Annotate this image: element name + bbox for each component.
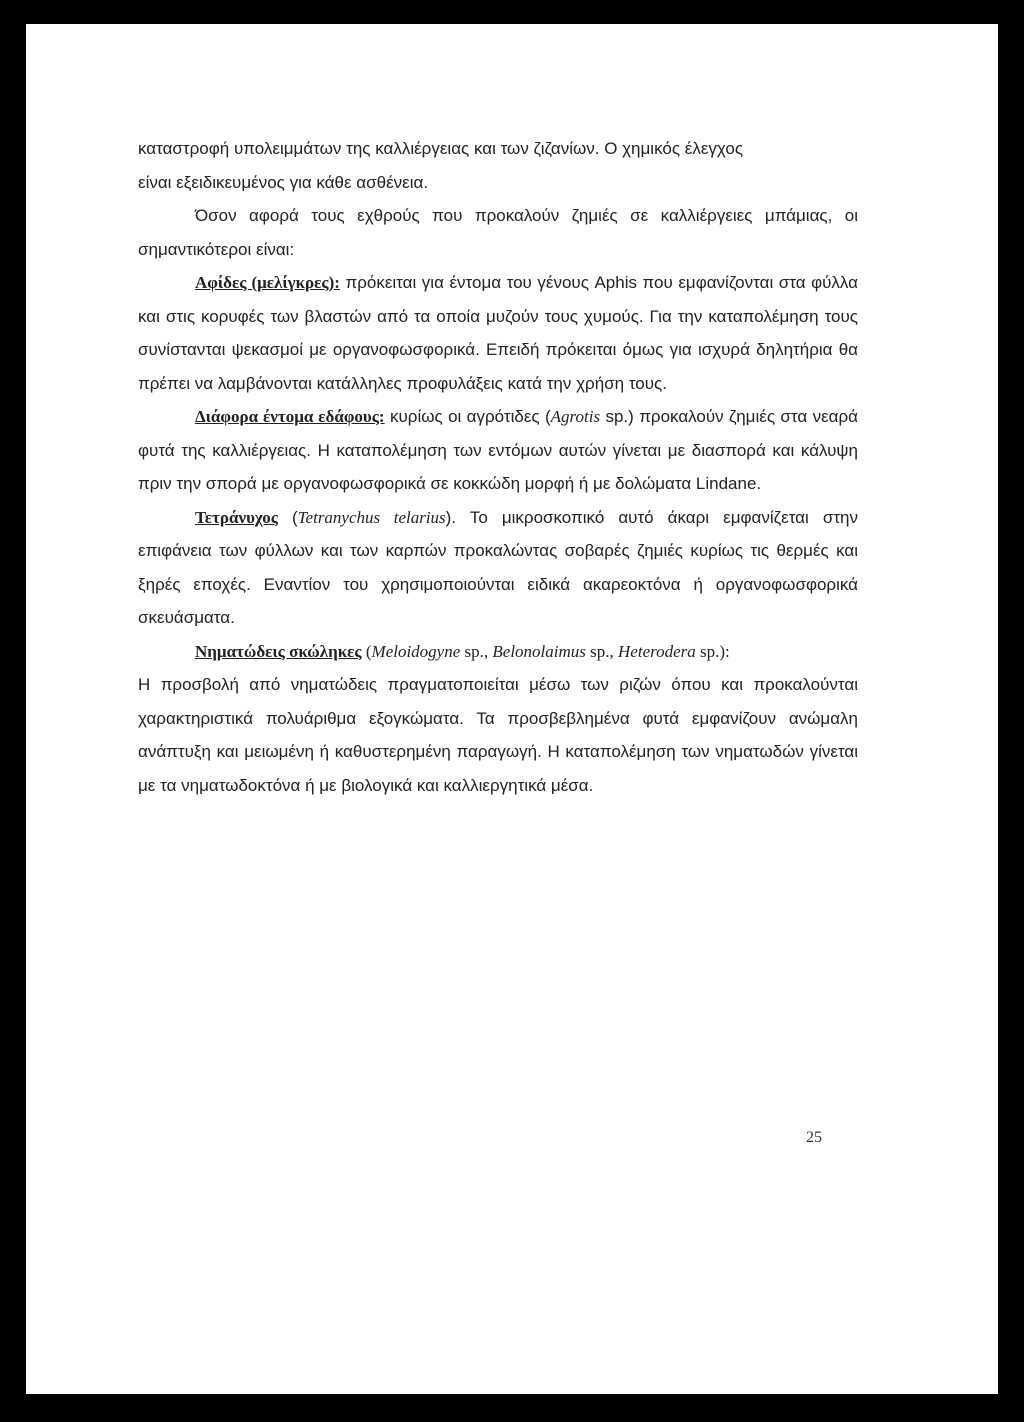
intro-line-1: καταστροφή υπολειμμάτων της καλλιέργειας και των ζιζανίων. Ο χημικός έλεγχος [138,139,744,158]
mites-heading: Τετράνυχος [195,507,278,527]
nematodes-heading: Νηματώδεις σκώληκες [195,641,362,661]
nematodes-open: ( [361,641,372,661]
nematodes-sep-2: sp., [585,641,619,661]
aphids-text: πρόκειται για έντομα του γένους Aphis που εμφανίζονται στα φύλλα και στις κορυφές των βλαστών από τα οποία μυζούν τους χυμούς. Για την καταπολέμηση τους συνίστανται ψεκασμοί με οργανοφωσφορικά. Επειδή πρόκειται όμως για ισχυρά δηλητήρια θα πρέπει να λαμβάνονται κατάλληλες προφυλάξεις κατά την χρήση τους. [138,273,858,393]
belonolaimus-genus: Belonolaimus [492,641,586,661]
soil-insects-heading: Διάφορα έντομα εδάφους: [195,407,385,426]
page-number: 25 [806,1129,822,1146]
aphids-paragraph [138,266,858,400]
aphids-heading: Αφίδες (μελίγκρες): [195,273,340,292]
nematodes-heading-line [138,635,858,669]
nematodes-close: sp.): [695,641,730,661]
heterodera-genus: Heterodera [618,641,696,661]
mites-text: Το μικροσκοπικό αυτό άκαρι εμφανίζεται στην επιφάνεια των φύλλων και των καρπών προκαλώντας σοβαρές ζημιές κυρίως τις θερμές και ξηρές εποχές. Εναντίον του χρησιμοποιούνται ειδικά ακαρεοκτόνα ή οργανοφωσφορικά σκευάσματα. [138,507,858,627]
body-text [138,132,858,802]
mites-sci-close: ). [445,507,457,527]
meloidogyne-genus: Meloidogyne [371,641,461,661]
intro-line-2: είναι εξειδικευμένος για κάθε ασθένεια. [138,172,429,192]
tetranychus-species: Tetranychus telarius [297,507,446,527]
soil-insects-text-before: κυρίως οι αγρότιδες ( [384,407,551,426]
nematodes-sep-1: sp., [460,641,493,661]
document-page [26,24,998,1394]
soil-insects-text-after: sp.) προκαλούν ζημιές στα νεαρά φυτά της καλλιέργειας. Η καταπολέμηση των εντόμων αυτών γίνεται με διασπορά και κάλυψη πριν την σπορά με οργανοφωσφορικά σε κοκκώδη μορφή ή με δολώματα Lindane. [138,407,858,493]
agrotis-genus: Agrotis [550,407,601,426]
mites-sci-open: ( [277,507,298,527]
enemies-intro: Όσον αφορά τους εχθρούς που προκαλούν ζημιές σε καλλιέργειες μπάμιας, οι σημαντικότεροι είναι: [138,206,858,259]
nematodes-text: Η προσβολή από νηματώδεις πραγματοποιείται μέσω των ριζών όπου και προκαλούνται χαρακτηριστικά πολυάριθμα εξογκώματα. Τα προσβεβλημένα φυτά εμφανίζουν ανώμαλη ανάπτυξη και μειωμένη ή καθυστερημένη παραγωγή. Η καταπολέμηση των νηματωδών γίνεται με τα νηματωδοκτόνα ή με βιολογικά και καλλιεργητικά μέσα. [138,675,858,795]
mites-paragraph [138,501,858,635]
soil-insects-paragraph [138,400,858,501]
